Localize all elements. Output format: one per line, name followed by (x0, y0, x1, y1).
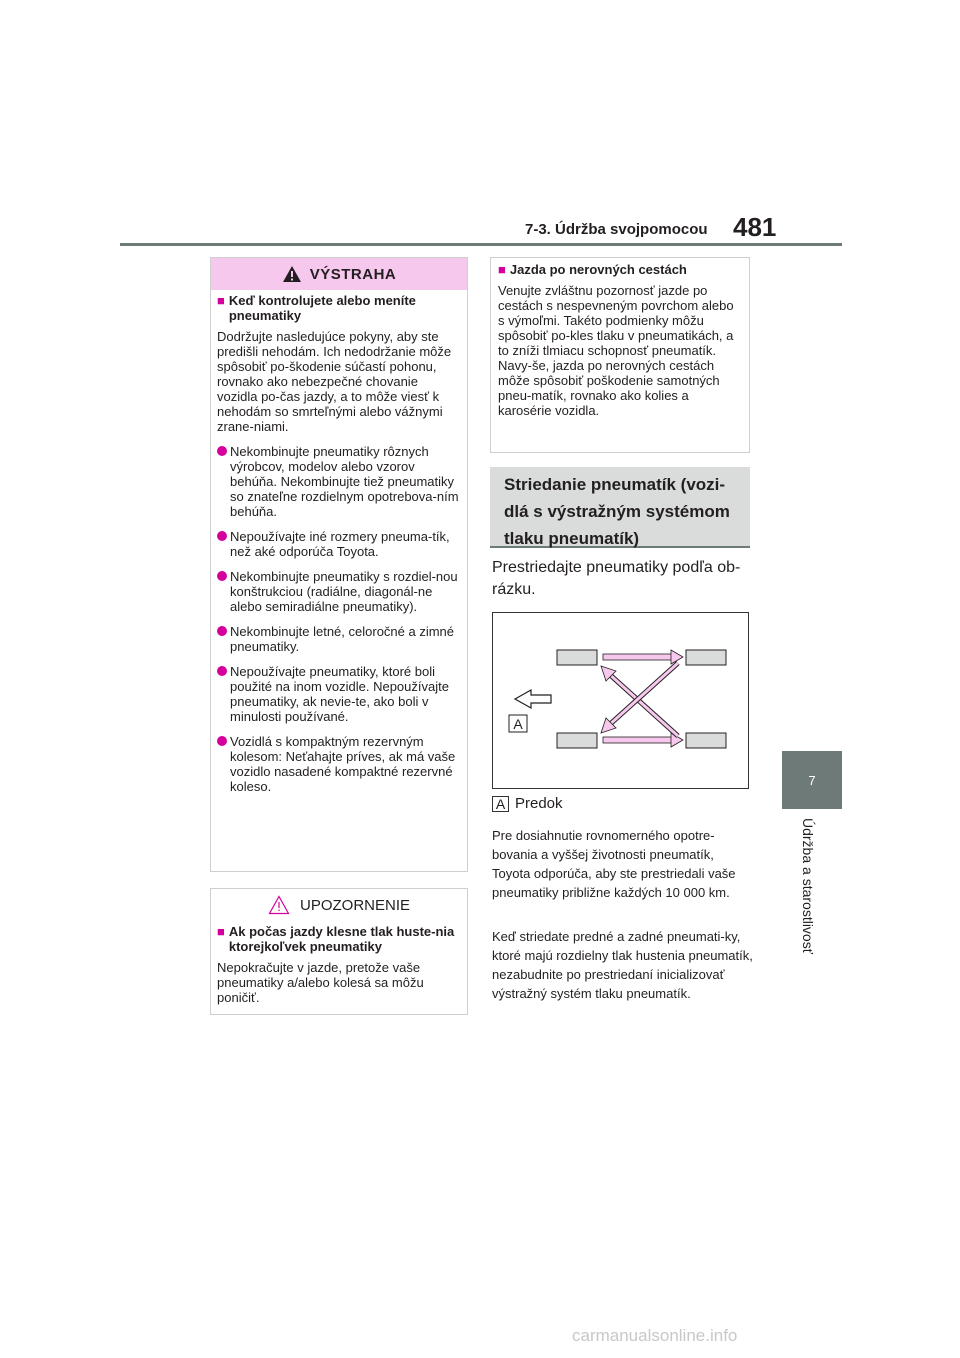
chapter-number: 7 (808, 772, 816, 788)
arrow-top (603, 650, 683, 664)
tire-rotation-figure (492, 612, 749, 789)
front-marker: A (513, 716, 523, 732)
bullet-text: Nekombinujte pneumatiky s rozdiel-nou konštrukciou (radiálne, diagonál-ne alebo semiradiálne pneumatiky). (230, 569, 458, 614)
bullet-text: Vozidlá s kompaktným rezervným kolesom: Neťahajte príves, ak má vaše vozidlo nasadené kompaktné rezervné koleso. (230, 734, 456, 794)
tire-rear-right (686, 733, 726, 748)
warning-box (210, 257, 468, 872)
tire-rear-left (686, 650, 726, 665)
tire-front-right (557, 733, 597, 748)
warning-bullet (217, 529, 461, 559)
circle-bullet-icon (217, 626, 227, 636)
caution-title: UPOZORNENIE (299, 896, 410, 914)
section-title: Striedanie pneumatík (vozi-dlá s výstražným systémom tlaku pneumatík) (490, 467, 750, 548)
legend (492, 795, 563, 812)
bullet-text: Nepoužívajte iné rozmery pneuma-tík, než aké odporúča Toyota. (230, 529, 450, 559)
header-rule (120, 243, 842, 246)
chapter-title: Údržba a starostlivosť (800, 818, 816, 954)
rough-roads-text: Venujte zvláštnu pozornosť jazde po cestách s nespevneným povrchom alebo s výmoľmi. Takéto podmienky môžu spôsobiť po-kles tlaku v pneumatikách, a to zníži tlmiacu schopnosť pneumatík. Navy-še, jazda po nerovných cestách môže spôsobiť poškodenie samotných pneu-matík, rovnako ako kolies a karosérie vozidla. (498, 283, 734, 418)
bullet-text: Nekombinujte pneumatiky rôznych výrobcov, modelov alebo vzorov behúňa. Nekombinujte tiež pneumatiky so znateľne rozdielnym opotrebova-ním behúňa. (230, 444, 459, 519)
legend-label: Predok (515, 795, 563, 812)
caution-body (211, 924, 467, 1005)
bullet-text: Nepoužívajte pneumatiky, ktoré boli použité na inom vozidle. Nepoužívajte pneumatiky, ak nevie-te, ako boli v minulosti používané. (230, 664, 449, 724)
section-intro: Prestriedajte pneumatiky podľa ob-rázku. (492, 559, 741, 598)
caution-box (210, 888, 468, 1015)
paragraph-rotation-interval: Pre dosiahnutie rovnomerného opotre-bovania a vyššej životnosti pneumatík, Toyota odporúča, aby ste prestriedali vaše pneumatiky približne každých 10 000 km. (492, 828, 736, 900)
warning-bullet (217, 664, 461, 724)
caution-text: Nepokračujte v jazde, pretože vaše pneumatiky a/alebo kolesá sa môžu poničiť. (217, 960, 424, 1005)
tire-front-left (557, 650, 597, 665)
caution-heading: Ak počas jazdy klesne tlak huste-nia ktorejkoľvek pneumatiky (228, 924, 455, 954)
warning-triangle-icon (282, 265, 302, 283)
caution-heading-row (217, 924, 461, 954)
circle-bullet-icon (217, 571, 227, 581)
warning-bullet (217, 734, 461, 794)
square-bullet-icon: ■ (217, 293, 225, 308)
square-bullet-icon: ■ (498, 262, 506, 277)
warning-intro: Dodržujte nasledujúce pokyny, aby ste predišli nehodám. Ich nedodržanie môže spôsobiť po-škodenie súčastí pohonu, rovnako ako nebezpečné chovanie vozidla po-čas jazdy, a to môže viesť k nehodám so smrteľnými alebo vážnymi zrane-niami. (217, 329, 452, 434)
warning-header (211, 258, 467, 290)
caution-triangle-icon (268, 895, 290, 915)
paragraph-initialize-system: Keď striedate predné a zadné pneumati-ky, ktoré majú rozdielny tlak hustenia pneumatík, nezabudnite po prestriedaní inicializovať výstražný systém tlaku pneumatík. (492, 929, 753, 1001)
legend-marker: A (492, 796, 509, 812)
warning-bullet (217, 569, 461, 614)
warning-body (211, 293, 467, 794)
rough-roads-heading: Jazda po nerovných cestách (509, 262, 687, 277)
page-number: 481 (733, 212, 777, 242)
circle-bullet-icon (217, 446, 227, 456)
bullet-text: Nekombinujte letné, celoročné a zimné pneumatiky. (230, 624, 455, 654)
rough-roads-heading-row (498, 262, 743, 277)
tire-rotation-diagram (493, 613, 748, 788)
circle-bullet-icon (217, 666, 227, 676)
caution-header (211, 889, 467, 921)
section-header: 7-3. Údržba svojpomocou (525, 221, 708, 238)
watermark: carmanualsonline.info (572, 1326, 738, 1345)
rough-roads-box (490, 257, 750, 453)
arrow-bottom (603, 733, 683, 747)
front-direction-arrow (515, 690, 551, 708)
warning-title: VÝSTRAHA (309, 265, 397, 283)
circle-bullet-icon (217, 736, 227, 746)
warning-heading-row (217, 293, 461, 323)
warning-bullet (217, 624, 461, 654)
warning-heading: Keď kontrolujete alebo meníte pneumatiky (228, 293, 416, 323)
square-bullet-icon: ■ (217, 924, 225, 939)
circle-bullet-icon (217, 531, 227, 541)
warning-bullet (217, 444, 461, 519)
